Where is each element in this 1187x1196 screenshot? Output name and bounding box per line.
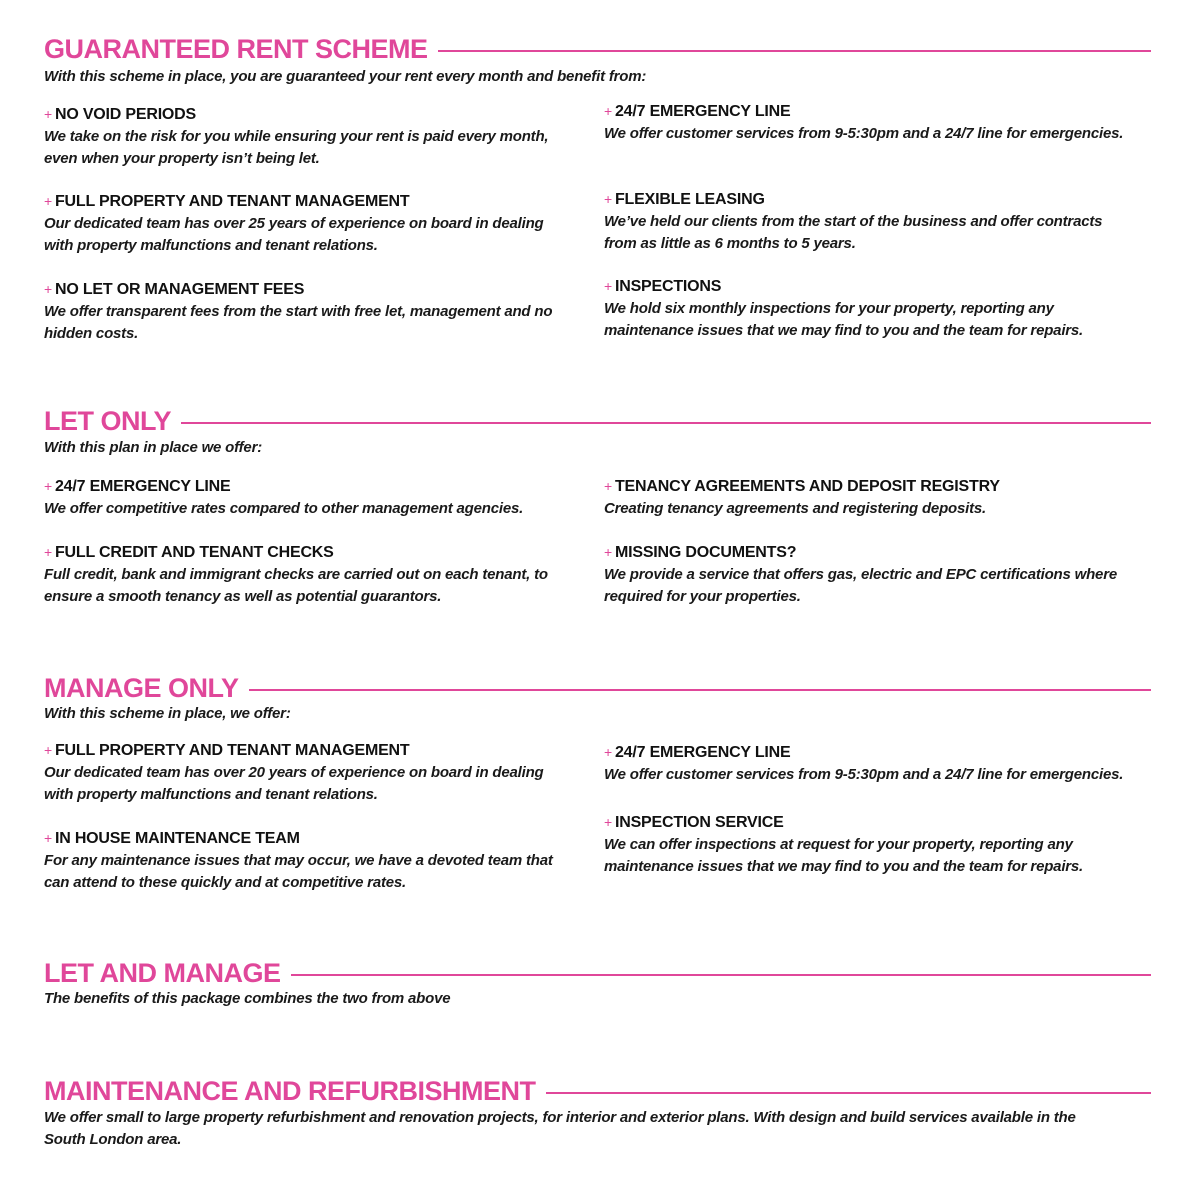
feature-title: + NO VOID PERIODS	[44, 106, 197, 123]
feature-item	[44, 475, 574, 520]
plus-icon: +	[604, 544, 612, 560]
feature-item	[604, 100, 1134, 145]
section-intro: With this scheme in place, we offer:	[44, 705, 291, 722]
feature-item	[604, 475, 1134, 520]
feature-desc: We offer competitive rates compared to other management agencies.	[44, 500, 524, 517]
plus-icon: +	[604, 744, 612, 760]
section-title: LET ONLY	[44, 406, 172, 436]
feature-desc: We’ve held our clients from the start of the business and offer contracts from as little as 6 months to 5 years.	[604, 213, 1103, 252]
divider-rule	[438, 50, 1151, 52]
section-description	[44, 1107, 1124, 1151]
feature-item	[604, 541, 1134, 608]
plus-icon: +	[604, 814, 612, 830]
feature-title: + MISSING DOCUMENTS?	[604, 544, 797, 561]
feature-item	[604, 741, 1134, 786]
feature-desc: We offer customer services from 9-5:30pm and a 24/7 line for emergencies.	[604, 766, 1124, 783]
feature-item	[604, 275, 1134, 342]
plus-icon: +	[44, 193, 52, 209]
plus-icon: +	[604, 191, 612, 207]
divider-rule	[249, 689, 1151, 691]
plus-icon: +	[44, 742, 52, 758]
section-intro: The benefits of this package combines the two from above	[44, 990, 451, 1007]
feature-item	[44, 103, 574, 170]
feature-desc: We offer small to large property refurbishment and renovation projects, for interior and exterior plans. With design and build services available in the South London area.	[44, 1109, 1076, 1148]
plus-icon: +	[604, 278, 612, 294]
section-title: MANAGE ONLY	[44, 673, 239, 703]
divider-rule	[546, 1092, 1152, 1094]
divider-rule	[291, 974, 1152, 976]
feature-desc: We offer customer services from 9-5:30pm and a 24/7 line for emergencies.	[604, 125, 1124, 142]
section-header-let-only	[44, 406, 1151, 436]
feature-item	[604, 811, 1134, 878]
section-title: GUARANTEED RENT SCHEME	[44, 34, 428, 64]
section-intro: With this scheme in place, you are guaranteed your rent every month and benefit from:	[44, 68, 647, 85]
divider-rule	[181, 422, 1151, 424]
feature-title: + 24/7 EMERGENCY LINE	[604, 744, 791, 761]
feature-title: + INSPECTIONS	[604, 278, 722, 295]
feature-item	[44, 190, 574, 257]
feature-title: + FULL PROPERTY AND TENANT MANAGEMENT	[44, 193, 410, 210]
feature-title: + TENANCY AGREEMENTS AND DEPOSIT REGISTRY	[604, 478, 1000, 495]
feature-title: + IN HOUSE MAINTENANCE TEAM	[44, 830, 300, 847]
plus-icon: +	[604, 103, 612, 119]
feature-desc: We offer transparent fees from the start with free let, management and no hidden costs.	[44, 303, 553, 342]
feature-title: + FLEXIBLE LEASING	[604, 191, 765, 208]
feature-item	[44, 827, 574, 894]
feature-desc: Creating tenancy agreements and registering deposits.	[604, 500, 987, 517]
feature-title: + FULL CREDIT AND TENANT CHECKS	[44, 544, 334, 561]
feature-desc: For any maintenance issues that may occur, we have a devoted team that can attend to these quickly and at competitive rates.	[44, 852, 553, 891]
feature-desc: We can offer inspections at request for your property, reporting any maintenance issues that we may find to you and the team for repairs.	[604, 836, 1084, 875]
section-intro: With this plan in place we offer:	[44, 439, 263, 456]
feature-item	[604, 188, 1134, 255]
plus-icon: +	[604, 478, 612, 494]
section-header-manage-only	[44, 673, 1151, 703]
feature-desc: Our dedicated team has over 25 years of experience on board in dealing with property malfunctions and tenant relations.	[44, 215, 544, 254]
feature-desc: Our dedicated team has over 20 years of experience on board in dealing with property malfunctions and tenant relations.	[44, 764, 544, 803]
feature-title: + 24/7 EMERGENCY LINE	[604, 103, 791, 120]
section-title: LET AND MANAGE	[44, 958, 281, 988]
section-header-maintenance	[44, 1076, 1151, 1106]
plus-icon: +	[44, 281, 52, 297]
feature-item	[44, 278, 574, 345]
plus-icon: +	[44, 478, 52, 494]
feature-desc: We take on the risk for you while ensuring your rent is paid every month, even when your property isn’t being let.	[44, 128, 549, 167]
feature-title: + NO LET OR MANAGEMENT FEES	[44, 281, 305, 298]
section-header-guaranteed	[44, 34, 1151, 64]
feature-item	[44, 739, 574, 806]
plus-icon: +	[44, 544, 52, 560]
feature-desc: We hold six monthly inspections for your property, reporting any maintenance issues that we may find to you and the team for repairs.	[604, 300, 1084, 339]
plus-icon: +	[44, 106, 52, 122]
feature-title: + FULL PROPERTY AND TENANT MANAGEMENT	[44, 742, 410, 759]
feature-title: + 24/7 EMERGENCY LINE	[44, 478, 231, 495]
plus-icon: +	[44, 830, 52, 846]
feature-title: + INSPECTION SERVICE	[604, 814, 784, 831]
feature-item	[44, 541, 574, 608]
feature-desc: Full credit, bank and immigrant checks are carried out on each tenant, to ensure a smooth tenancy as well as potential guarantors.	[44, 566, 548, 605]
feature-desc: We provide a service that offers gas, electric and EPC certifications where required for your properties.	[604, 566, 1117, 605]
section-title: MAINTENANCE AND REFURBISHMENT	[44, 1076, 536, 1106]
section-header-let-and-manage	[44, 958, 1151, 988]
